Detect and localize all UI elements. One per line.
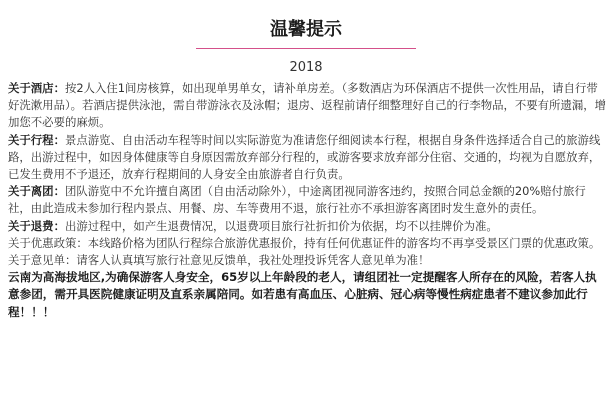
discount-section xyxy=(8,235,606,252)
leaving-group-section xyxy=(8,183,606,217)
itinerary-section xyxy=(8,132,606,184)
page-title: 温馨提示 xyxy=(270,19,342,40)
discount-section-text: 关于优惠政策：本线路价格为团队行程综合旅游优惠报价，持有任何优惠证件的游客均不再享受景区门票的优惠政策。 xyxy=(8,235,601,250)
year-label: 2018 xyxy=(289,60,323,75)
leaving-group-section-text: 团队游览中不允许擅自离团（自由活动除外），中途离团视同游客违约，按照合同总金额的20%赔付旅行社，由此造成未参加行程内景点、用餐、房、车等费用不退，旅行社亦不承担游客离团时发生意外的责任。 xyxy=(8,184,586,216)
hotel-section xyxy=(8,80,606,132)
itinerary-section-text: 景点游览、自由活动车程等时间以实际游览为准请您仔细阅读本行程，根据自身条件选择适合自己的旅游线路，出游过程中，如因身体健康等自身原因需放弃部分行程的，或游客要求放弃部分住宿、交通的，均视为自愿放弃，已发生费用不予退还，放弃行程期间的人身安全由旅游者自行负责。 xyxy=(8,132,601,182)
refund-section xyxy=(8,218,606,235)
feedback-section xyxy=(8,252,606,269)
itinerary-section-label: 关于行程： xyxy=(8,132,65,147)
feedback-section-text: 关于意见单：请客人认真填写旅行社意见反馈单，我社处理投诉凭客人意见单为准！ xyxy=(8,253,430,268)
refund-section-label: 关于退费： xyxy=(8,218,65,233)
title-divider xyxy=(196,48,416,49)
leaving-group-section-label: 关于离团： xyxy=(8,184,65,199)
refund-section-text: 出游过程中，如产生退费情况，以退费项目旅行社折扣价为依据，均不以挂牌价为准。 xyxy=(64,218,498,233)
hotel-section-text: 按2人入住1间房核算，如出现单男单女，请补单房差。（多数酒店为环保酒店不提供一次性用品，请自行带好洗漱用品）。若酒店提供泳池，需自带游泳衣及泳帽；退房、返程前请仔细整理好自己的行李物品，不要有所遗漏，增加您不必要的麻烦。 xyxy=(8,81,607,130)
hotel-section-label: 关于酒店： xyxy=(8,81,65,95)
notice-content xyxy=(8,80,606,321)
altitude-warning: 云南为高海拔地区,为确保游客人身安全，65岁以上年龄段的老人，请组团社一定提醒客人所存在的风险，若客人执意参团，需开具医院健康证明及直系亲属陪同。如若患有高血压、心脏病、冠心病等慢性病症患者不建议参加此行程！！！ xyxy=(8,270,597,319)
